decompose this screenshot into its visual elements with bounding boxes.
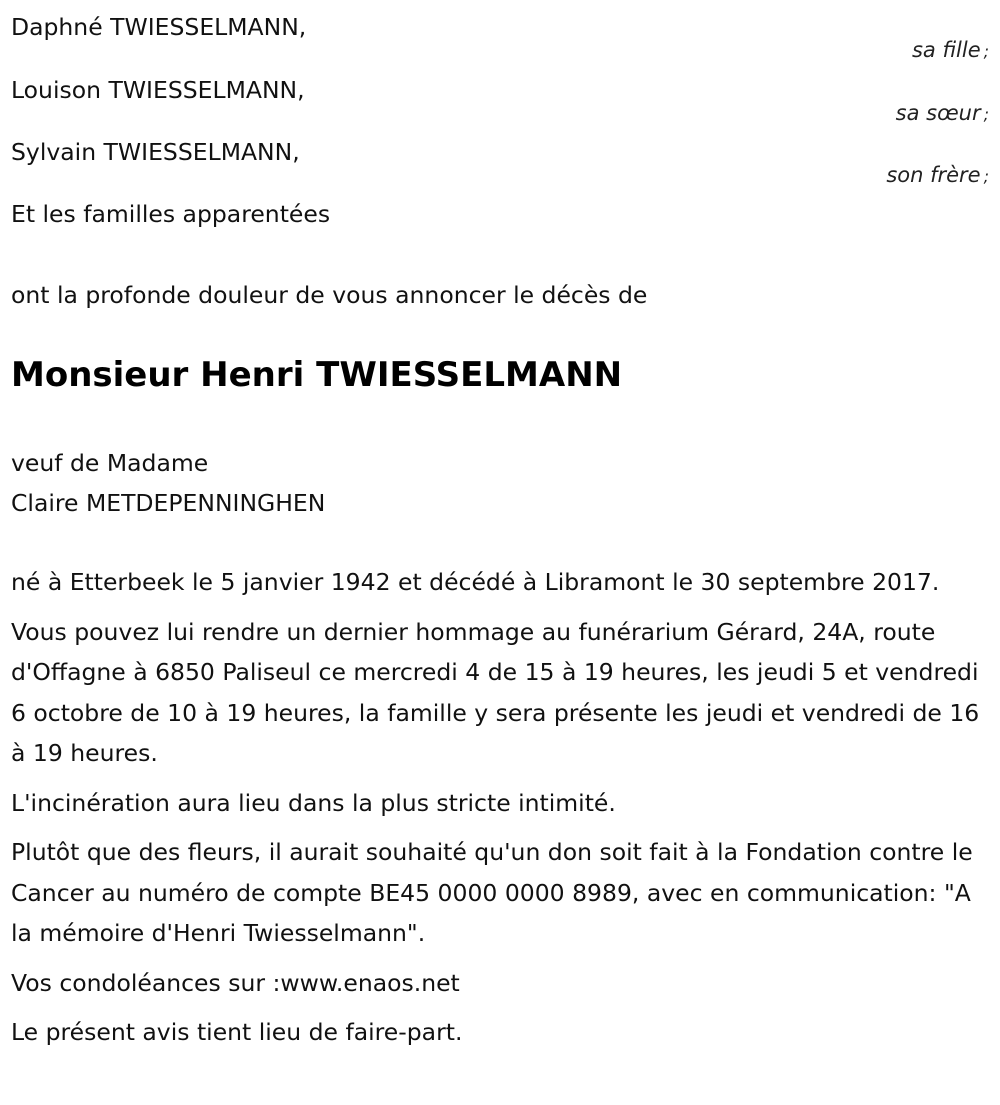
family-member-row (11, 63, 989, 126)
relation-label: sa fille (911, 38, 981, 62)
birth-death-paragraph: né à Etterbeek le 5 janvier 1942 et décédé à Libramont le 30 septembre 2017. (11, 568, 940, 596)
relation-suffix: ; (983, 42, 989, 61)
family-member-relation (886, 158, 989, 194)
relatives-line: Et les familles apparentées (11, 200, 331, 228)
relation-label: son frère (886, 163, 981, 187)
family-member-row (11, 0, 989, 63)
visitation-paragraph: Vous pouvez lui rendre un dernier hommage au funérarium Gérard, 24A, route d'Offagne à 6850 Paliseul ce mercredi 4 de 15 à 19 heures, les jeudi 5 et vendredi 6 octobre de 10 à 19 heures, la famille y sera présente les jeudi et vendredi de 16 à 19 heures. (11, 617, 980, 767)
obituary-notice (0, 0, 1000, 228)
notice-body (11, 562, 986, 1062)
cremation-paragraph: L'incinération aura lieu dans la plus stricte intimité. (11, 788, 616, 817)
donation-paragraph: Plutôt que des fleurs, il aurait souhaité qu'un don soit fait à la Fondation contre le Cancer au numéro de compte BE45 0000 0000 8989, avec en communication: "A la mémoire d'Henri Twiesselmann". (11, 838, 973, 947)
condolences-paragraph: Vos condoléances sur :www.enaos.net (11, 968, 460, 997)
relation-label: sa sœur (895, 100, 981, 125)
family-member-row (11, 125, 989, 188)
family-member-name: Louison TWIESSELMANN, (11, 75, 305, 104)
notice-closing: Le présent avis tient lieu de faire-part. (11, 1018, 463, 1046)
widow-line-1: veuf de Madame (11, 449, 209, 477)
announcement-text: ont la profonde douleur de vous annoncer le décès de (11, 281, 648, 309)
widow-line-2: Claire METDEPENNINGHEN (11, 489, 326, 517)
relation-suffix: ; (983, 167, 989, 186)
deceased-name-heading: Monsieur Henri TWIESSELMANN (11, 355, 623, 395)
widow-of (11, 443, 325, 523)
relation-suffix: ; (983, 104, 989, 124)
family-member-name: Sylvain TWIESSELMANN, (11, 138, 300, 166)
family-member-name: Daphné TWIESSELMANN, (11, 13, 307, 41)
